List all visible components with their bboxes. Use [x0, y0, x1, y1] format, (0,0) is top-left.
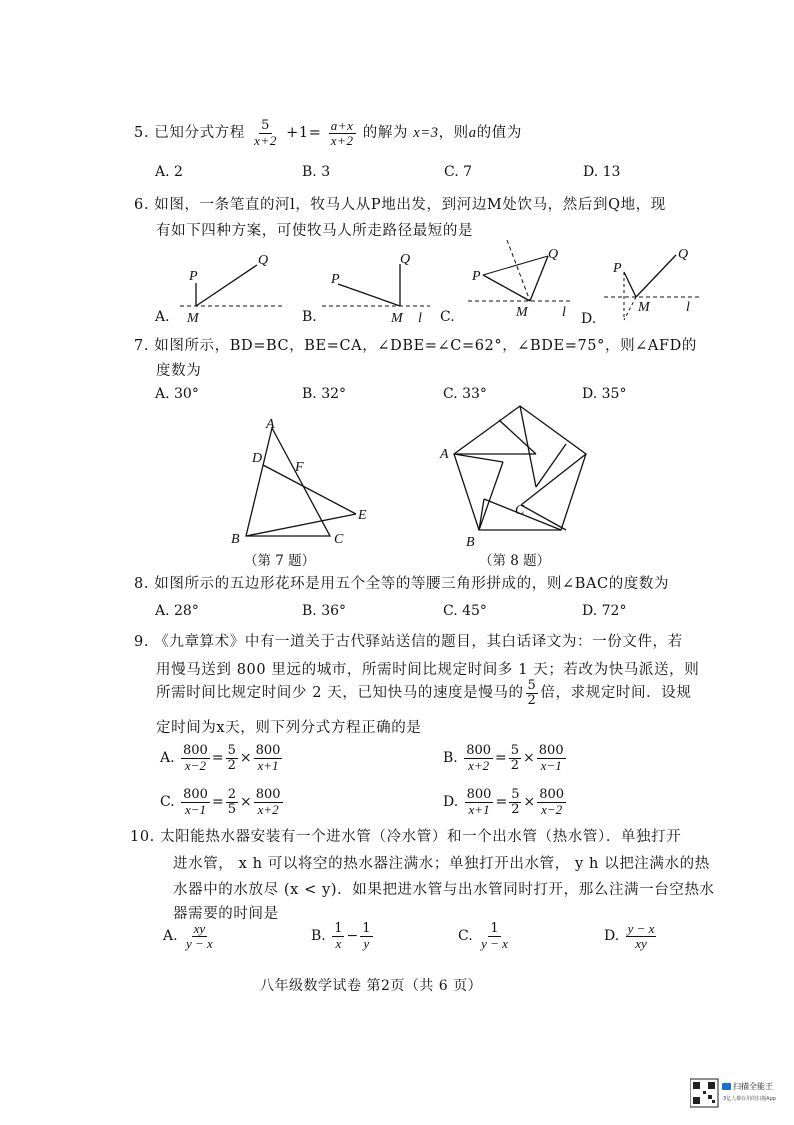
q7-line-2: 度数为	[156, 363, 202, 379]
q9-line-4: 定时间为x天，则下列分式方程正确的是	[156, 720, 422, 736]
q8-option-d[interactable]: D. 72°	[582, 603, 627, 619]
q5-solution: x=3	[413, 125, 439, 142]
q7-option-d[interactable]: D. 35°	[582, 386, 627, 402]
label-c: C	[334, 532, 344, 547]
label-a: A	[440, 447, 449, 462]
q7-option-b[interactable]: B. 32°	[302, 386, 347, 402]
label-m: M	[516, 305, 528, 320]
q7-figure	[246, 428, 356, 536]
segment-de	[263, 465, 356, 514]
q10-line-2: 进水管， x h 可以将空的热水器注满水；单独打开出水管， y h 以把注满水的热	[173, 856, 710, 872]
q6-figure-b	[322, 252, 430, 326]
q5-fraction-1: $\frac{5}{x+2}$	[254, 118, 277, 148]
triangle-abc	[246, 428, 330, 536]
q6-option-b[interactable]: B.	[302, 309, 317, 325]
label-p: P	[613, 261, 622, 276]
q10-line-1: 10. 太阳能热水器安装有一个进水管（冷水管）和一个出水管（热水管）．单独打开	[130, 829, 682, 845]
q8-caption: （第 8 题）	[479, 553, 551, 569]
path-pm	[483, 275, 530, 301]
q6-line-2: 有如下四种方案，可使牧马人所走路径最短的是	[156, 223, 474, 239]
path-mq	[636, 255, 676, 297]
q6-line-1: 6. 如图，一条笔直的河l，牧马人从P地出发，到河边M处饮马，然后到Q地，现	[134, 197, 666, 213]
triangle-edge	[454, 454, 503, 462]
triangle-edge	[536, 444, 566, 487]
q5-option-a[interactable]: A. 2	[155, 164, 183, 180]
label-a: A	[266, 417, 275, 432]
q7-line-1: 7. 如图所示，BD=BC，BE=CA，∠DBE=∠C=62°，∠BDE=75°，则∠AFD的	[134, 338, 697, 354]
q10-option-a[interactable]: A. $\frac{xy}{y - x}$	[163, 921, 213, 951]
path-mq	[196, 265, 257, 306]
q6-figure-c	[468, 240, 570, 320]
label-m: M	[187, 311, 199, 326]
q10-line-3: 水器中的水放尽 (x < y)．如果把进水管与出水管同时打开，那么注满一台空热水	[173, 882, 715, 898]
path-mq	[530, 256, 548, 301]
q5-variable: a	[468, 125, 477, 142]
q5-fraction-2: $\frac{a+x}{x+2}$	[330, 118, 354, 148]
q5-text: 已知分式方程	[154, 125, 245, 142]
q6-figure-a	[180, 253, 282, 326]
q8-option-c[interactable]: C. 45°	[443, 603, 487, 619]
label-l: l	[418, 311, 422, 326]
badge-subtitle: 3亿人都在用的扫描App	[723, 1096, 776, 1102]
q5-option-d[interactable]: D. 13	[583, 164, 621, 180]
q5-text-4: 的值为	[476, 125, 522, 142]
label-f: F	[295, 460, 304, 475]
q9-line-3: 所需时间比规定时间少 2 天，已知快马的速度是慢马的 $\frac{5}{2}$ 倍，求规定时间．设规	[156, 678, 692, 708]
label-q: Q	[258, 253, 269, 268]
path-pm	[624, 272, 636, 297]
q9-line-1: 9. 《九章算术》中有一道关于古代驿站送信的题目，其白话译文为：一份文件，若	[134, 634, 683, 650]
label-q: Q	[548, 247, 559, 262]
q10-line-4: 器需要的时间是	[173, 906, 279, 922]
q10-option-d[interactable]: D. $\frac{y - x}{xy}$	[604, 921, 655, 951]
page-footer: 八年级数学试卷 第2页（共 6 页）	[260, 978, 483, 994]
triangle-edge	[479, 462, 503, 530]
label-d: D	[252, 451, 263, 466]
label-b: B	[231, 532, 240, 547]
segment-pq	[483, 256, 548, 275]
q5-text-2: 的解为	[362, 125, 409, 142]
auxiliary-line	[507, 240, 530, 301]
q8-option-a[interactable]: A. 28°	[155, 603, 199, 619]
q9-ratio-fraction: $\frac{5}{2}$	[527, 678, 537, 708]
triangle-edge	[520, 406, 536, 487]
label-e: E	[358, 508, 367, 523]
q5-option-c[interactable]: C. 7	[444, 164, 473, 180]
q9-option-b[interactable]: B. $\frac{800}{x+2}$ = $\frac{5}{2}$ × $\frac{800}{x-1}$	[443, 743, 564, 773]
label-b: B	[466, 535, 475, 550]
q6-figure-d	[604, 247, 700, 320]
label-q: Q	[678, 247, 689, 262]
q6-option-d[interactable]: D.	[581, 311, 597, 327]
q9-line-2: 用慢马送到 800 里远的城市，所需时间比规定时间多 1 天；若改为快马派送，则	[156, 662, 700, 678]
path-pm	[338, 284, 400, 306]
triangle-edge	[521, 505, 566, 530]
q7-option-c[interactable]: C. 33°	[443, 386, 487, 402]
q6-option-a[interactable]: A.	[155, 309, 170, 325]
reflection-line	[624, 297, 636, 320]
q7-option-a[interactable]: A. 30°	[155, 386, 199, 402]
label-l: l	[562, 305, 566, 320]
badge-title: 扫描全能王	[733, 1082, 773, 1091]
q5-option-b[interactable]: B. 3	[302, 164, 331, 180]
label-l: l	[686, 300, 690, 315]
label-p: P	[472, 269, 481, 284]
triangle-edge	[479, 499, 484, 530]
q5-number: 5.	[134, 125, 150, 142]
q7-caption: （第 7 题）	[244, 553, 316, 569]
q8-option-b[interactable]: B. 36°	[302, 603, 347, 619]
q9-option-c[interactable]: C. $\frac{800}{x-1}$ = $\frac{2}{5}$ × $\frac{800}{x+2}$	[160, 787, 281, 817]
q10-option-b[interactable]: B. $\frac{1}{x}$ − $\frac{1}{y}$	[311, 921, 371, 951]
label-c: C	[515, 503, 525, 518]
q9-option-d[interactable]: D. $\frac{800}{x+1}$ = $\frac{5}{2}$ × $\frac{800}{x-2}$	[443, 787, 565, 817]
label-q: Q	[400, 252, 411, 267]
triangle-edge	[499, 420, 536, 454]
q5-plus: +1=	[286, 125, 322, 142]
q10-option-c[interactable]: C. $\frac{1}{y - x}$	[458, 921, 508, 951]
q9-option-a[interactable]: A. $\frac{800}{x-2}$ = $\frac{5}{2}$ × $\frac{800}{x+1}$	[160, 743, 281, 773]
label-p: P	[331, 272, 340, 287]
label-m: M	[391, 311, 403, 326]
label-m: M	[638, 300, 650, 315]
scanner-badge	[690, 1077, 785, 1109]
q8-line-1: 8. 如图所示的五边形花环是用五个全等的等腰三角形拼成的，则∠BAC的度数为	[134, 576, 670, 592]
label-p: P	[189, 269, 198, 284]
q5-text-3: ，则	[438, 125, 469, 142]
q6-option-c[interactable]: C.	[440, 309, 455, 325]
